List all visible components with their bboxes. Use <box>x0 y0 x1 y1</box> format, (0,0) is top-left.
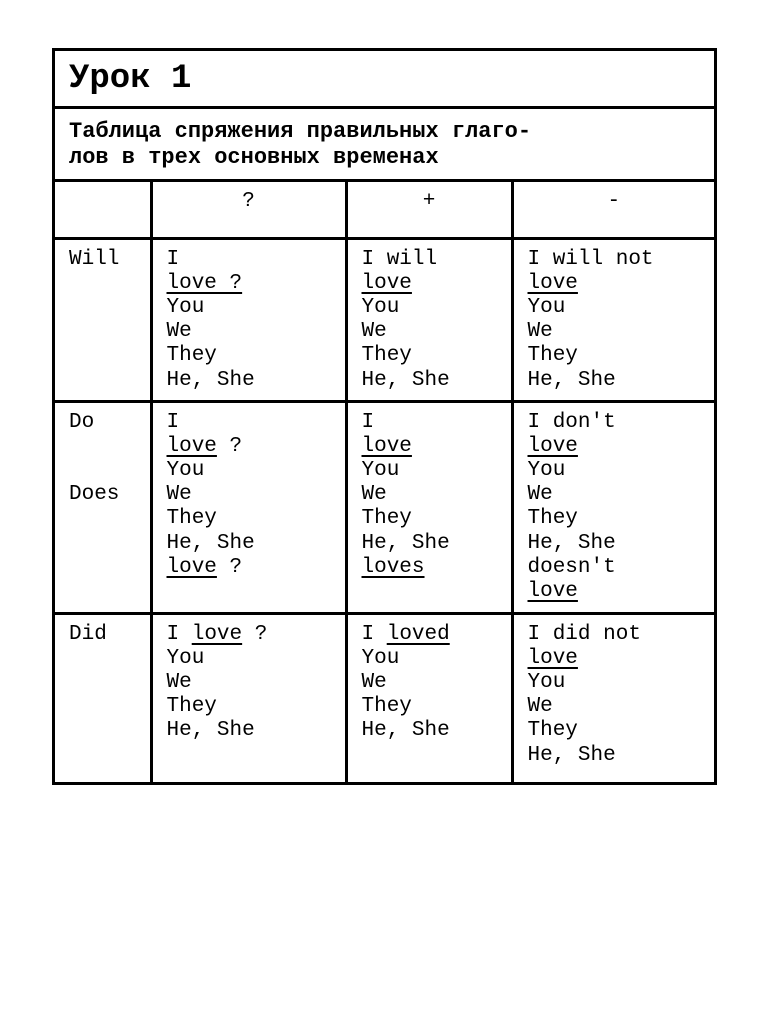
row-label-do: Do <box>69 410 95 434</box>
row-label-did: Did <box>55 613 151 782</box>
cell-did-question: I love ? You We They He, She <box>151 613 346 782</box>
row-did <box>55 613 714 782</box>
subtitle-line-1: Таблица спряжения правильных глаго- <box>69 119 532 144</box>
cell-do-negative: I don't love You We They He, She doesn't love <box>512 401 714 613</box>
subtitle-line-2: лов в трех основных временах <box>69 145 439 170</box>
row-label-do-does <box>55 401 151 613</box>
conjugation-sheet <box>52 48 717 785</box>
cell-did-positive: I loved You We They He, She <box>346 613 512 782</box>
conjugation-table <box>55 182 714 782</box>
cell-do-question: I love ? You We They He, She love ? <box>151 401 346 613</box>
cell-will-positive: I will love You We They He, She <box>346 238 512 401</box>
row-will <box>55 238 714 401</box>
header-negative: - <box>512 182 714 238</box>
cell-do-positive: I love You We They He, She loves <box>346 401 512 613</box>
header-question: ? <box>151 182 346 238</box>
row-label-will: Will <box>55 238 151 401</box>
header-row <box>55 182 714 238</box>
header-empty-cell <box>55 182 151 238</box>
cell-did-negative: I did not love You We They He, She <box>512 613 714 782</box>
table-subtitle <box>55 109 714 182</box>
lesson-title: Урок 1 <box>55 51 714 109</box>
cell-will-question: I love ? You We They He, She <box>151 238 346 401</box>
cell-will-negative: I will not love You We They He, She <box>512 238 714 401</box>
header-positive: + <box>346 182 512 238</box>
row-do <box>55 401 714 613</box>
row-label-does: Does <box>69 483 120 507</box>
